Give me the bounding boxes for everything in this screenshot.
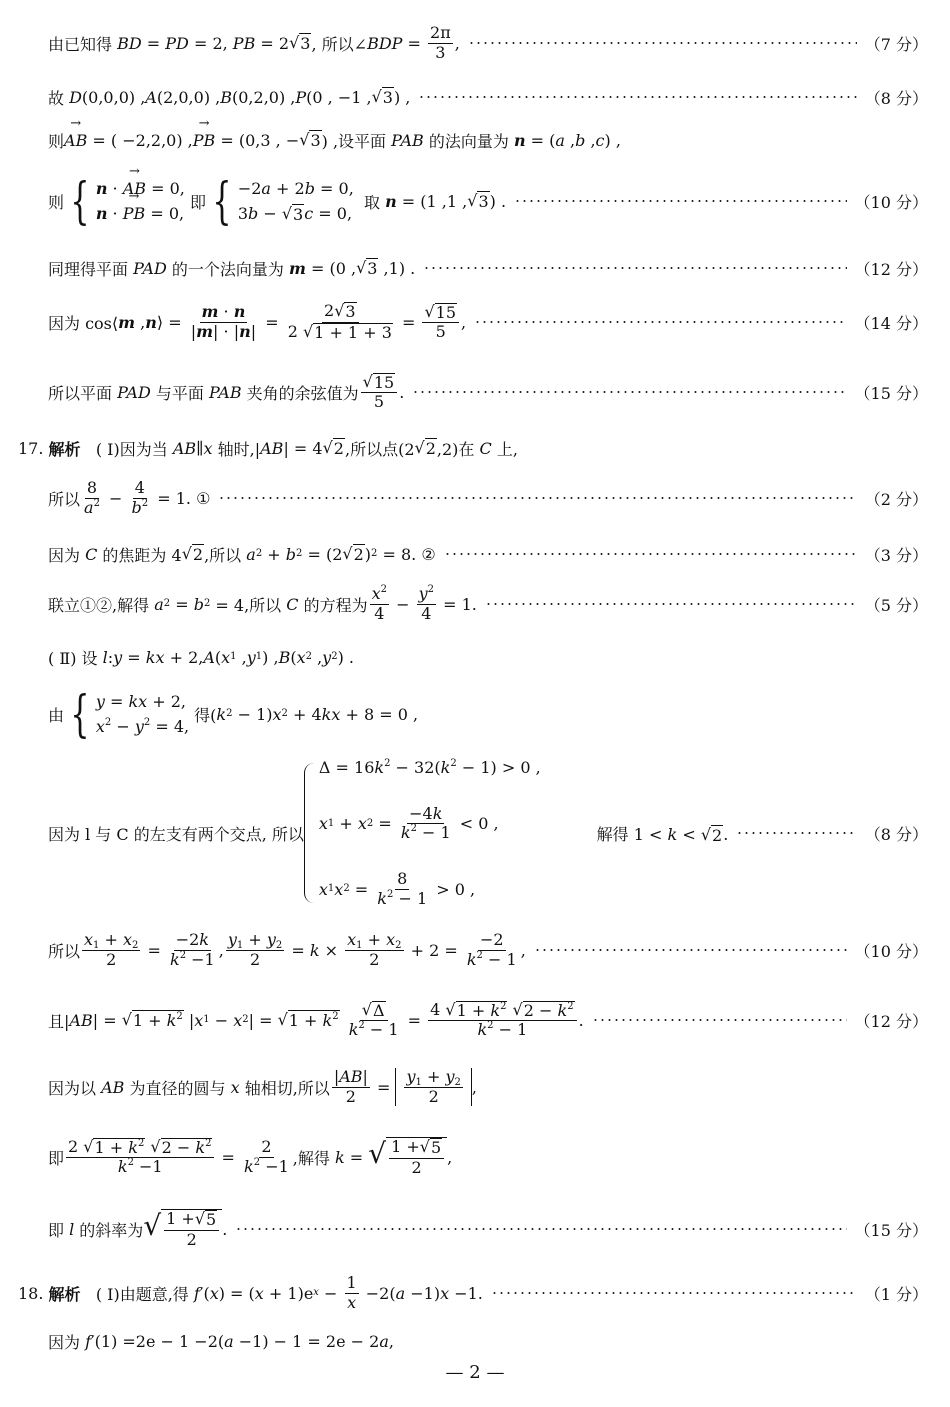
line-content: 同理得平面 PAD 的一个法向量为 m = (0 , √ 3 ,1) . <box>48 258 416 279</box>
line-content: 18. 解析 ( Ⅰ)由题意,得 f ′( x ) = ( x + 1)e x − $\frac{1}{x}$ −2( a −1) x −1. <box>18 1273 483 1312</box>
line-14pts <box>48 298 928 346</box>
line-content: 即 2 √ $1 + k^2$ √ $2 - k^2$ $k^2 -1$ = $\frac{2}{k^2 -1}$ ,解得 k = √ 1 + √ 5 2 , <box>48 1136 453 1177</box>
text-mid: 即 <box>189 192 206 212</box>
dot-leader <box>235 1228 846 1230</box>
score-label: （15 分） <box>854 383 928 403</box>
dot-leader <box>468 42 857 44</box>
line-content: 17. 解析 ( Ⅰ)因为当 AB ∥ x 轴时,| AB | = 4 √ 2 ,所以点(2 √ 2 ,2)在 C 上, <box>18 438 518 459</box>
line-solve-k <box>48 1132 928 1182</box>
score-label: （15 分） <box>854 1220 928 1240</box>
line-substitution <box>48 682 928 746</box>
line-content: 即 l 的斜率为 √ 1 + √ 5 2 . <box>48 1209 228 1249</box>
line-15pts <box>48 368 928 416</box>
score-label: （3 分） <box>864 545 928 565</box>
dot-leader <box>491 1292 857 1294</box>
line-content: 所以 $\frac{x_1 + x_2}{2}$ = $\frac{-2k}{k^2 -1}$ , $\frac{y_1 + y_2}{2}$ = k × $\frac{x_1 + x_2}{2}$ + 2 = $\frac{-2}{k^2 - 1}$ , <box>48 930 526 969</box>
line-3pts <box>48 540 928 568</box>
line-part2-setup <box>48 644 928 670</box>
line-content: 则 { n · → AB = 0, n · → PB = 0, 即 { −2a + 2b = 0, 3b − √ 3 c = 0, 取 n = (1 ,1 , √ 3 ) . <box>48 176 506 226</box>
dot-leader <box>514 200 846 202</box>
equation-system: { y = kx + 2, $x^2 - y^2 = 4$, <box>70 685 190 743</box>
line-15pts-b <box>48 1204 928 1254</box>
line-12pts-b <box>48 996 928 1044</box>
line-content: 因为 l 与 C 的左支有两个交点, 所以 $\Delta = 16k^2 - 32(k^2 - 1) > 0$ , x 1 + x 2 = $\frac{-4k}{k^2 - 1}$ < 0 , x 1 x 2 = $\frac{8}{k^2 - 1}$ > 0 , 解得 1 < k < √ 2 . <box>48 758 729 908</box>
score-label: （1 分） <box>864 1284 928 1304</box>
dot-leader <box>534 949 847 951</box>
line-2pts <box>48 474 928 522</box>
line-content: 由已知得 BD = PD = 2, PB = 2 √ 3 , 所以∠ BDP = $\frac{2\pi}{3}$ , <box>48 23 460 62</box>
line-content: 所以平面 PAD 与平面 PAB 夹角的余弦值为 √ 15 5 . <box>48 371 405 411</box>
line-content: 则 → AB = ( −2,2,0) , → PB = (0,3 , − √ 3 ) ,设平面 PAB 的法向量为 n = ( a , b , c ) , <box>48 129 621 152</box>
line-8pts-b <box>48 758 928 908</box>
answer-label: 解析 <box>48 439 81 459</box>
line-content: 由 { y = kx + 2, $x^2 - y^2 = 4$, 得( k 2 − 1) x 2 + 4 kx + 8 = 0 , <box>48 685 419 743</box>
score-label: （5 分） <box>864 595 928 615</box>
score-label: （10 分） <box>854 192 928 212</box>
line-content: 联立①②,解得 a 2 = b 2 = 4,所以 C 的方程为 $\frac{x^2}{4}$ − $\frac{y^2}{4}$ = 1. <box>48 584 477 623</box>
line-content: 因为 C 的焦距为 4 √ 2 ,所以 a 2 + b 2 = (2 √ 2 ) 2 = 8. ② <box>48 544 436 565</box>
page-number: — 2 — <box>445 1362 505 1383</box>
line-content: 且| AB | = √ $1 + k^2$ | x 1 − x 2 | = √ $1 + k^2$ √ Δ $k^2 - 1$ = 4 √ $1 + k^2$ √ $2 - k^2$ $k^2 - 1$ . <box>48 999 584 1039</box>
dot-leader <box>423 267 846 269</box>
score-label: （8 分） <box>864 824 928 844</box>
dot-leader <box>736 832 856 834</box>
equation-system: { n · → AB = 0, n · → PB = 0, <box>64 176 185 226</box>
score-label: （14 分） <box>854 313 928 333</box>
line-tangent <box>48 1062 928 1112</box>
condition-list: $\Delta = 16k^2 - 32(k^2 - 1) > 0$ , x 1 + x 2 = $\frac{-4k}{k^2 - 1}$ < 0 , x 1 x 2 = $\frac{8}{k^2 - 1}$ > 0 , <box>318 758 541 908</box>
dot-leader <box>418 96 856 98</box>
text-pre: 由 <box>48 705 65 725</box>
score-label: （2 分） <box>864 489 928 509</box>
score-label: （7 分） <box>864 34 928 54</box>
score-label: （10 分） <box>854 941 928 961</box>
question-number: 18. <box>18 1283 44 1303</box>
text-pre: 则 <box>48 192 65 212</box>
answer-label: 解析 <box>48 1284 81 1304</box>
score-label: （12 分） <box>854 259 928 279</box>
line-10pts-b <box>48 926 928 974</box>
line-12pts <box>48 254 928 282</box>
line-10pts <box>48 168 928 234</box>
big-brace <box>304 763 315 903</box>
line-5pts <box>48 580 928 628</box>
question-number: 17. <box>18 438 44 458</box>
score-label: （8 分） <box>864 88 928 108</box>
dot-leader <box>485 603 857 605</box>
question-17-heading <box>18 434 928 462</box>
question-18-heading <box>18 1270 928 1316</box>
text-pre: 因为 l 与 C 的左支有两个交点, 所以 <box>48 824 304 844</box>
score-label: （12 分） <box>854 1011 928 1031</box>
line-content: 因为以 AB 为直径的圆与 x 轴相切,所以 $\frac{|AB|}{2}$ = $\frac{y_1 + y_2}{2}$ , <box>48 1067 477 1106</box>
line-8pts <box>48 84 928 110</box>
line-content: 因为 f ′(1) =2e − 1 −2( a −1) − 1 = 2e − 2 a , <box>48 1331 394 1352</box>
dot-leader <box>412 391 846 393</box>
line-normal-vector <box>48 126 928 154</box>
line-7pts <box>48 23 928 62</box>
dot-leader <box>592 1019 847 1021</box>
line-content: 所以 $\frac{8}{a^2}$ − $\frac{4}{b^2}$ = 1. ① <box>48 478 211 517</box>
dot-leader <box>444 553 857 555</box>
line-fprime-1 <box>48 1328 928 1354</box>
line-content: ( Ⅱ) 设 l : y = kx + 2, A ( x 1 , y 1 ) , B ( x 2 , y 2 ) . <box>48 647 354 668</box>
equation-system: { −2a + 2b = 0, 3b − √ 3 c = 0, <box>212 172 354 230</box>
dot-leader <box>474 321 846 323</box>
dot-leader <box>218 497 856 499</box>
line-content: 因为 cos⟨ m , n ⟩ = $\frac{m \cdot n}{|m| \cdot |n|}$ = 2 √ 3 2 √ 1 + 1 + 3 = √ 15 5 , <box>48 301 467 342</box>
line-content: 故 D (0,0,0) , A (2,0,0) , B (0,2,0) , P (0 , −1 , √ 3 ) , <box>48 87 411 108</box>
